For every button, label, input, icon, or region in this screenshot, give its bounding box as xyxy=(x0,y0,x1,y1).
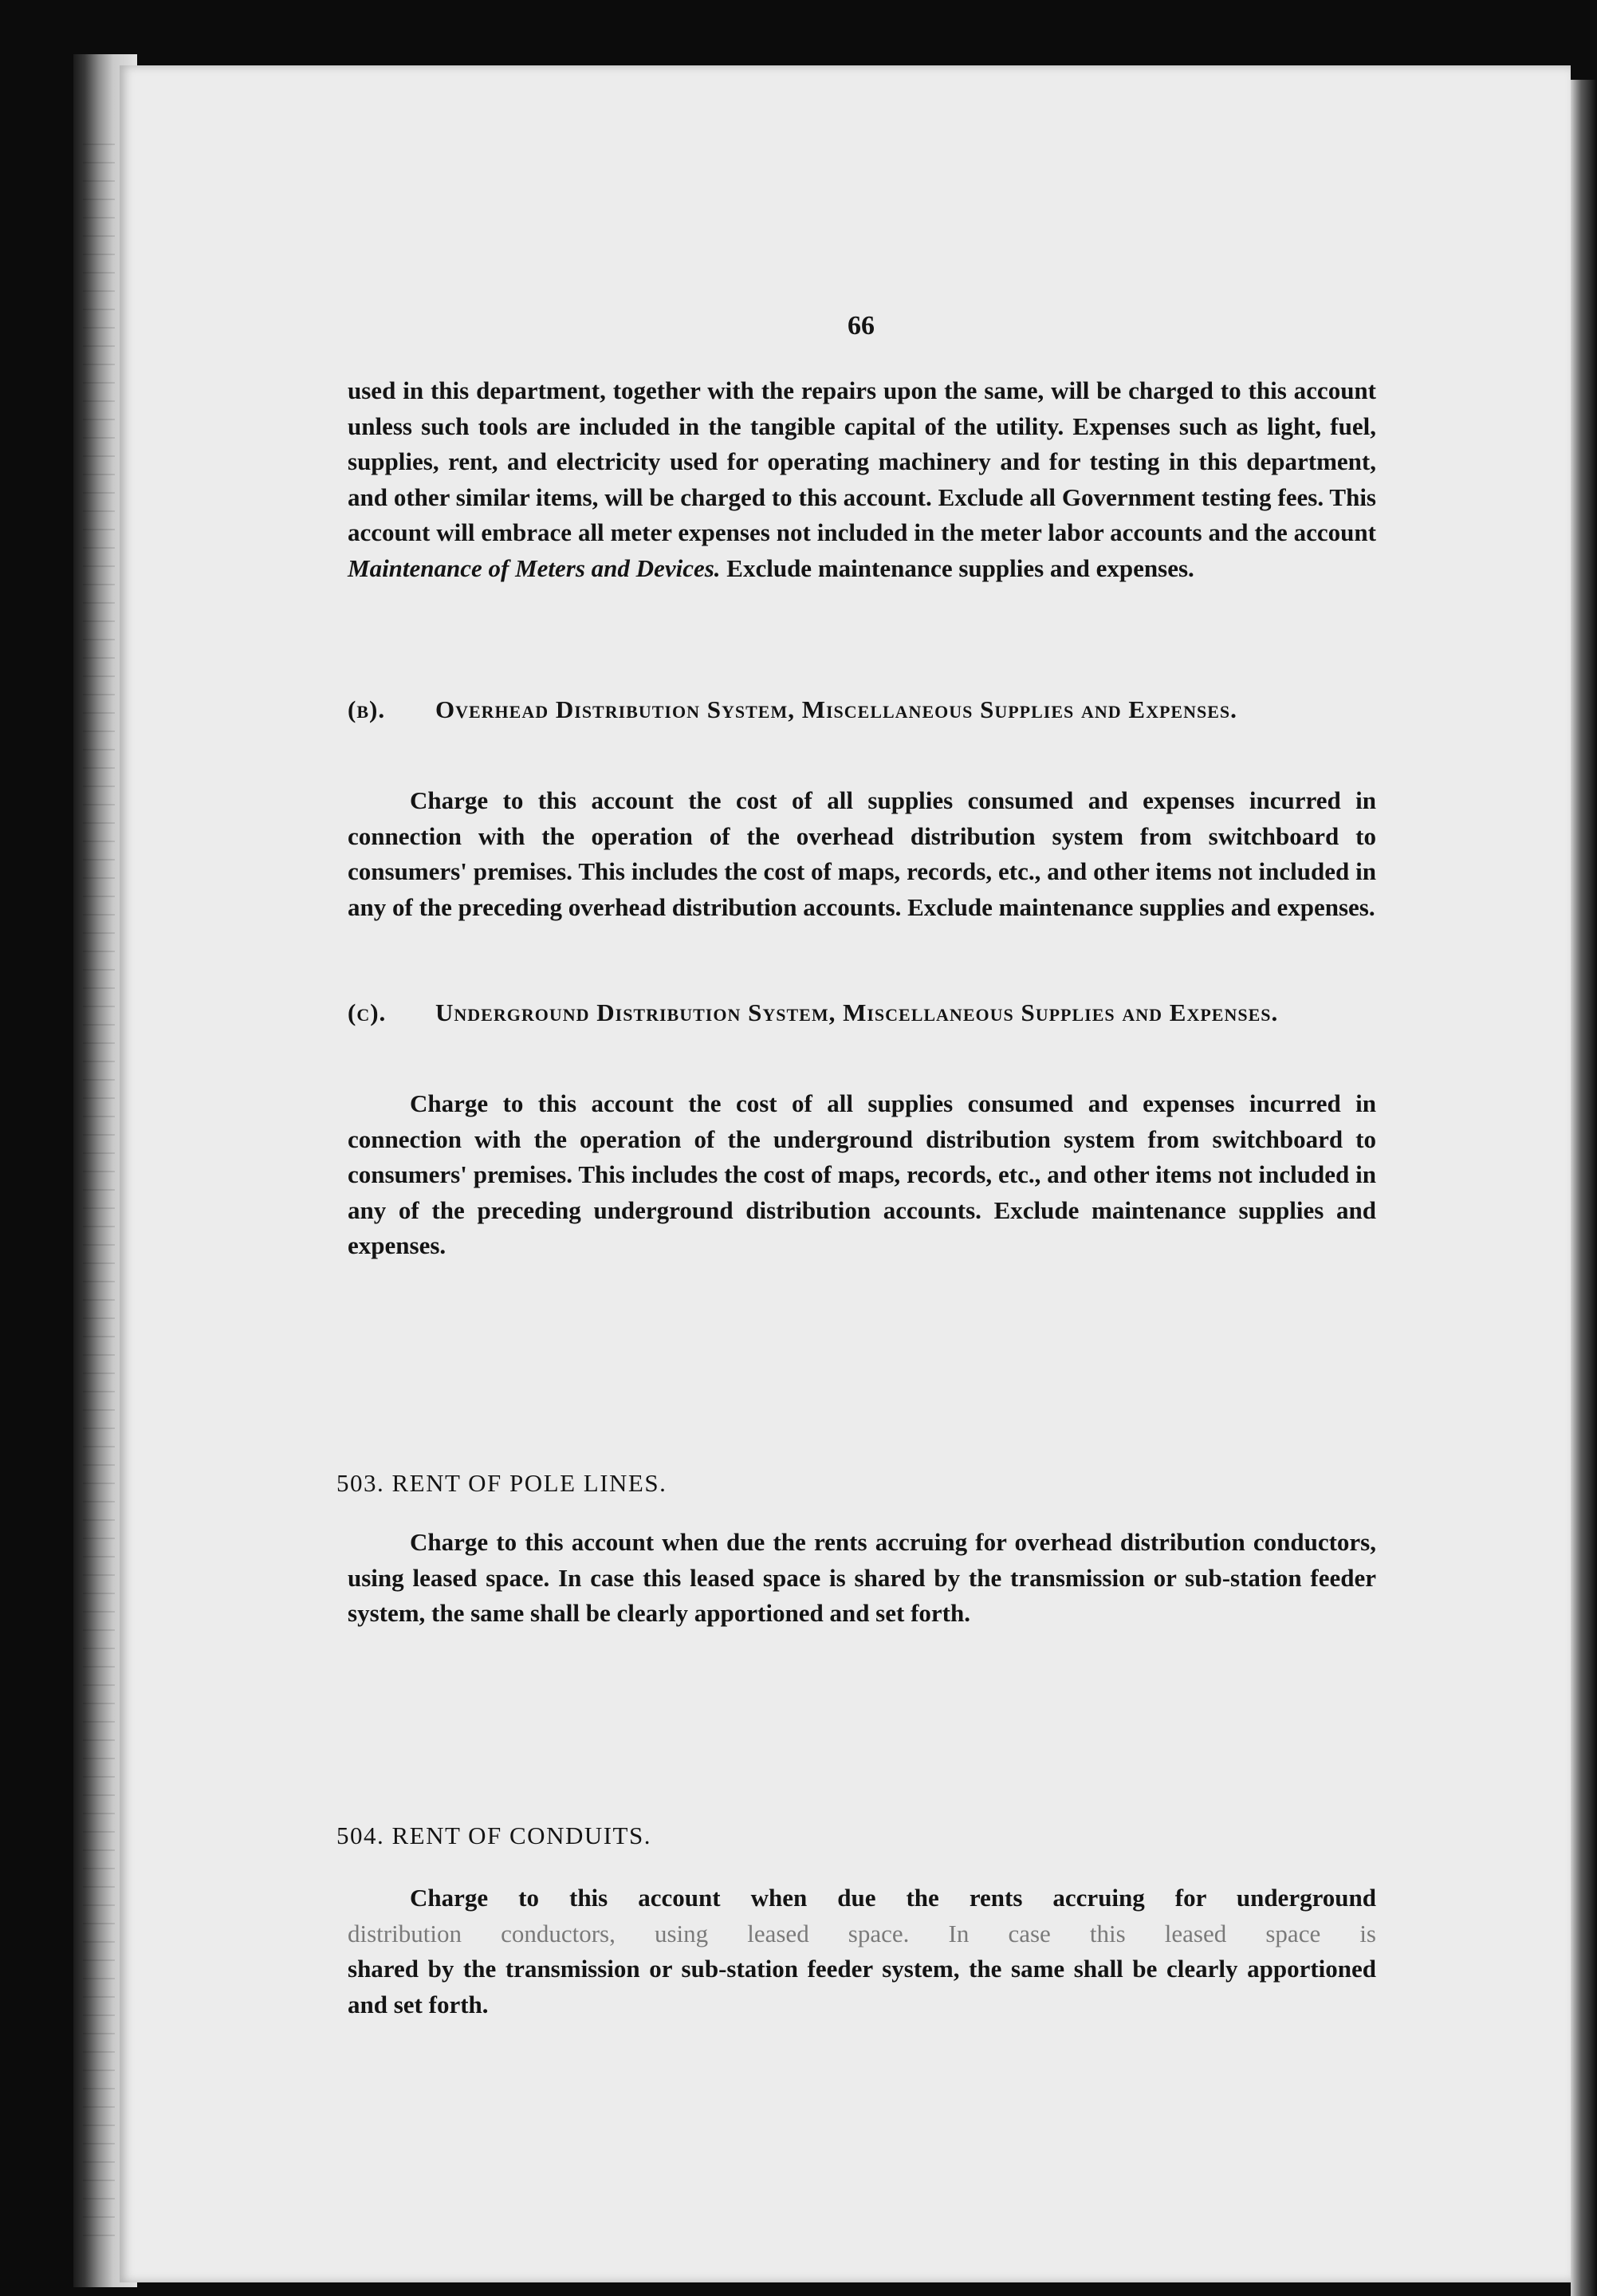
subsection-b-heading xyxy=(348,692,1464,728)
subsection-c-heading xyxy=(348,995,1464,1031)
opening-paragraph-text-2: Exclude maintenance supplies and expenses. xyxy=(720,553,1194,582)
binding-texture xyxy=(83,144,115,2249)
subsection-b-title: Overhead Distribution System, Miscellaneous Supplies and Expenses. xyxy=(435,695,1237,723)
subsection-c-paragraph: Charge to this account the cost of all supplies consumed and expenses incurred in connection with the operation of the underground distribution system from switchboard to consumers' premises. This includes the cost of maps, records, etc., and other items not included in any of the preceding underground distribution accounts. Exclude maintenance supplies and expenses. xyxy=(348,1089,1376,1260)
section-504-line-rest: shared by the transmission or sub-station feeder system, the same shall be clearly apportioned and set forth. xyxy=(348,1955,1376,2018)
section-504-heading: 504. RENT OF CONDUITS. xyxy=(336,1821,651,1849)
section-504-line-2-faded: distribution conductors, using leased space. In case this leased space is xyxy=(348,1919,1376,1947)
opening-paragraph xyxy=(348,373,1376,587)
page-number: 66 xyxy=(848,311,875,341)
subsection-b-label: (b). xyxy=(348,695,386,723)
section-504-line-1: Charge to this account when due the rents accruing for underground xyxy=(410,1884,1376,1912)
subsection-c-title: Underground Distribution System, Miscellaneous Supplies and Expenses. xyxy=(435,998,1279,1026)
subsection-c-label: (c). xyxy=(348,998,387,1026)
section-504-paragraph xyxy=(348,1881,1376,2022)
section-503-heading: 503. RENT OF POLE LINES. xyxy=(336,1469,667,1497)
account-name-italic: Maintenance of Meters and Devices. xyxy=(348,553,721,582)
opening-paragraph-text-1: used in this department, together with the repairs upon the same, will be charged to this account unless such tools are included in the tangible capital of the utility. Expenses such as light, fuel, supplies, rent, and electricity used for operating machinery and for testing in this department, and other similar items, will be charged to this account. Exclude all Government testing fees. This account will embrace all meter expenses not included in the meter labor accounts and the account xyxy=(348,376,1376,547)
subsection-b-paragraph: Charge to this account the cost of all supplies consumed and expenses incurred in connection with the operation of the overhead distribution system from switchboard to consumers' premises. This includes the cost of maps, records, etc., and other items not included in any of the preceding overhead distribution accounts. Exclude maintenance supplies and expenses. xyxy=(348,786,1376,921)
page-edge-shadow xyxy=(1571,80,1597,2296)
section-503-paragraph: Charge to this account when due the rents accruing for overhead distribution conductors, using leased space. In case this leased space is shared by the transmission or sub-station feeder system, the same shall be clearly apportioned and set forth. xyxy=(348,1528,1376,1628)
